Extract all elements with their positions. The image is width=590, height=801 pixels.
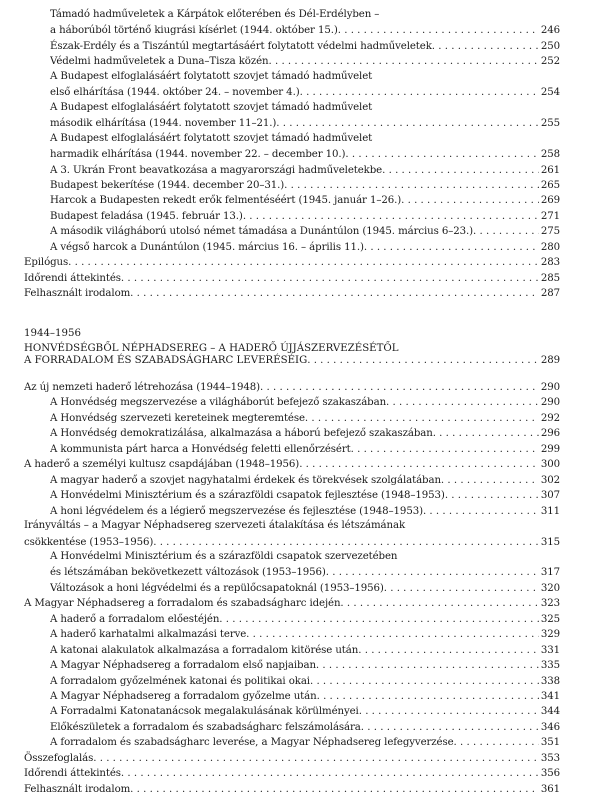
toc-entry — [0, 85, 590, 100]
toc-entry-title: csökkentése (1953–1956) — [24, 536, 154, 548]
dot-leader — [121, 766, 539, 781]
toc-entry — [0, 535, 590, 550]
dot-leader — [243, 209, 539, 224]
toc-entry — [0, 504, 590, 519]
toc-entry — [0, 54, 590, 69]
toc-entry — [0, 163, 590, 178]
toc-entry — [0, 271, 590, 286]
toc-entry — [0, 643, 590, 658]
toc-entry-title: A végső harcok a Dunántúlon (1945. március 16. – április 11.) — [50, 241, 364, 253]
page-number: 280 — [540, 241, 560, 253]
toc-entry — [0, 426, 590, 441]
page-number: 296 — [540, 428, 560, 440]
dot-leader — [130, 782, 539, 797]
page-number: 341 — [540, 691, 560, 702]
toc-entry — [0, 735, 590, 750]
toc-entry — [0, 782, 590, 797]
page-number: 275 — [540, 226, 560, 238]
toc-entry-title: A Honvédség szervezeti kereteinek megteremtése — [50, 412, 305, 424]
page-number: 335 — [540, 660, 560, 672]
dot-leader — [121, 271, 539, 286]
toc-entry — [0, 380, 590, 395]
dot-leader — [317, 689, 539, 704]
page-number: 255 — [540, 118, 560, 130]
dot-leader — [130, 286, 539, 301]
toc-entry — [0, 766, 590, 781]
page-number: 311 — [540, 505, 560, 517]
toc-entry-title: második elhárítása (1944. november 11–21.) — [50, 118, 277, 130]
page-number: 302 — [540, 474, 560, 486]
toc-entry-title: A haderő a forradalom előestéjén — [50, 613, 220, 625]
page-number: 250 — [540, 40, 560, 52]
toc-entry — [0, 581, 590, 596]
toc-entry-title: A Forradalmi Katonatanácsok megalakulásának körülményei — [50, 706, 359, 718]
toc-entry-title: A forradalom győzelmének katonai és politikai okai — [50, 675, 310, 687]
toc-entry — [0, 674, 590, 689]
toc-entry — [0, 147, 590, 162]
toc-entry-title: A kommunista párt harca a Honvédség feletti ellenőrzésért — [50, 443, 351, 455]
page-number: 323 — [540, 598, 560, 610]
toc-entry-title: harmadik elhárítása (1944. november 22. – december 10.) — [50, 149, 346, 161]
page-number: 287 — [540, 288, 560, 300]
toc-entry — [0, 612, 590, 627]
toc-entry-title: Időrendi áttekintés — [24, 272, 121, 284]
toc-entry — [0, 286, 590, 301]
dot-leader — [153, 535, 539, 550]
page-number: 299 — [540, 443, 560, 455]
toc-entry-title: Észak-Erdély és a Tiszántúl megtartásáért folytatott védelmi hadműveletek — [50, 40, 432, 52]
page-number: 252 — [540, 56, 560, 68]
dot-leader — [445, 488, 539, 503]
page-number: 346 — [540, 721, 560, 733]
toc-entry — [0, 704, 590, 719]
toc-entry-title: Budapest bekerítése (1944. december 20–31.) — [50, 179, 285, 191]
page-number: 361 — [540, 783, 560, 795]
toc-entry — [0, 240, 590, 255]
dot-leader — [219, 612, 539, 627]
dot-leader — [386, 395, 539, 410]
part-years: 1944–1956 — [24, 328, 81, 339]
toc-entry-title: A Magyar Néphadsereg a forradalom és szabadságharc idején — [24, 598, 341, 610]
dot-leader — [351, 442, 539, 457]
toc-entry-title: A 3. Ukrán Front beavatkozása a magyarországi hadműveletekbe — [50, 164, 383, 176]
dot-leader — [316, 658, 539, 673]
toc-entry-title: A haderő karhatalmi alkalmazási terve — [50, 629, 247, 641]
toc-entry — [0, 720, 590, 735]
page-number: 258 — [540, 149, 560, 161]
toc-entry — [0, 395, 590, 410]
dot-leader — [454, 735, 539, 750]
dot-leader — [361, 720, 539, 735]
toc-entry — [0, 751, 590, 766]
page-number: 331 — [540, 644, 560, 656]
toc-entry-title-line: A Budapest elfoglalásáért folytatott szovjet támadó hadművelet — [50, 101, 373, 113]
toc-entry-title: első elhárítása (1944. október 24. – november 4.) — [50, 87, 300, 99]
dot-leader — [276, 116, 539, 131]
page-number: 289 — [540, 355, 560, 366]
toc-entry-title: A Magyar Néphadsereg a forradalom első napjaiban — [50, 660, 316, 672]
toc-entry-title: A forradalom és szabadságharc leverése, a Magyar Néphadsereg lefegyverzése — [50, 737, 454, 749]
dot-leader — [359, 704, 539, 719]
toc-entry-title: Előkészületek a forradalom és szabadságharc felszámolására — [50, 721, 361, 733]
toc-entry-title: Felhasznált irodalom — [24, 783, 131, 795]
dot-leader — [338, 23, 539, 38]
part-title-line1: HONVÉDSÉGBŐL NÉPHADSEREG – A HADERŐ ÚJJÁSZERVEZÉSÉTŐL — [24, 343, 399, 354]
page-number: 269 — [540, 195, 560, 207]
toc-entry-title: A Honvédség megszervezése a világháborút befejező szakaszában — [50, 397, 387, 409]
page-number: 271 — [540, 210, 560, 222]
page-number: 356 — [540, 768, 560, 780]
dot-leader — [246, 627, 539, 642]
page-number: 329 — [540, 629, 560, 641]
page-number: 325 — [540, 613, 560, 625]
page-number: 290 — [540, 397, 560, 409]
page-number: 254 — [540, 87, 560, 99]
toc-entry-title: Az új nemzeti haderő létrehozása (1944–1948) — [24, 382, 261, 393]
toc-entry — [0, 255, 590, 270]
toc-entry — [0, 473, 590, 488]
toc-entry — [0, 565, 590, 580]
page-number: 353 — [540, 752, 560, 764]
toc-entry-title: Felhasznált irodalom — [24, 288, 131, 300]
toc-entry-title: Budapest feladása (1945. február 13.) — [50, 210, 243, 222]
toc-entry — [0, 209, 590, 224]
dot-leader — [310, 674, 539, 689]
toc-entry — [0, 689, 590, 704]
toc-entry-title: A katonai alakulatok alkalmazása a forradalom kitörése után — [50, 644, 359, 656]
dot-leader — [269, 54, 539, 69]
page-number: 246 — [540, 25, 560, 37]
page-number: 261 — [540, 164, 560, 176]
toc-entry-title: A haderő a személyi kultusz csapdájában (1948–1956) — [24, 459, 300, 471]
dot-leader — [326, 565, 539, 580]
page-number: 307 — [540, 490, 560, 502]
toc-entry-title: A Magyar Néphadsereg a forradalom győzelme után — [50, 691, 317, 702]
page-number: 320 — [540, 582, 560, 594]
toc-entry — [0, 488, 590, 503]
page-number: 317 — [540, 567, 560, 579]
dot-leader — [423, 504, 539, 519]
page-number: 285 — [540, 272, 560, 284]
dot-leader — [473, 224, 539, 239]
dot-leader — [441, 473, 539, 488]
toc-entry-title-line: A Honvédelmi Minisztérium és a szárazföldi csapatok szervezetében — [50, 550, 398, 562]
dot-leader — [432, 39, 539, 54]
toc-entry — [0, 596, 590, 611]
dot-leader — [93, 751, 539, 766]
toc-entry-title: A magyar haderő a szovjet nagyhatalmi érdekek és törekvések szolgálatában — [50, 474, 441, 486]
toc-entry — [0, 627, 590, 642]
toc-entry — [0, 658, 590, 673]
toc-entry-title: Időrendi áttekintés — [24, 768, 121, 780]
toc-entry — [0, 411, 590, 426]
page-number: 292 — [540, 412, 560, 424]
toc-entry — [0, 39, 590, 54]
part-title-line2: A FORRADALOM ÉS SZABADSÁGHARC LEVERÉSÉIG — [24, 355, 308, 366]
page-number: 315 — [540, 536, 560, 548]
toc-entry-title: A Honvédség demokratizálása, alkalmazása a háború befejező szakaszában — [50, 428, 433, 440]
dot-leader — [307, 353, 539, 368]
page-number: 283 — [540, 257, 560, 269]
toc-entry-title: és létszámában bekövetkezett változások (1953–1956) — [50, 567, 326, 579]
toc-entry-title: Változások a honi légvédelmi és a repülőcsapatoknál (1953–1956) — [50, 582, 384, 594]
dot-leader — [384, 581, 539, 596]
toc-entry-title-line: Támadó hadműveletek a Kárpátok előterében és Dél-Erdélyben – — [50, 9, 380, 20]
toc-entry — [0, 224, 590, 239]
dot-leader — [340, 596, 538, 611]
dot-leader — [433, 426, 539, 441]
toc-entry-title: Összefoglalás — [24, 752, 94, 764]
toc-entry — [0, 442, 590, 457]
dot-leader — [299, 457, 539, 472]
toc-entry — [0, 193, 590, 208]
part-title-entry — [0, 353, 590, 368]
toc-entry-title: A Honvédelmi Minisztérium és a szárazföldi csapatok fejlesztése (1948–1953) — [50, 490, 445, 502]
dot-leader — [305, 411, 539, 426]
dot-leader — [358, 643, 539, 658]
page-number: 351 — [540, 737, 560, 749]
toc-entry — [0, 23, 590, 38]
dot-leader — [364, 240, 539, 255]
page-number: 300 — [540, 459, 560, 471]
page-number: 344 — [540, 706, 560, 718]
toc-entry-title: A második világháború utolsó német támadása a Dunántúlon (1945. március 6–23.) — [50, 226, 474, 238]
toc-entry-title-line: A Budapest elfoglalásáért folytatott szovjet támadó hadművelet — [50, 70, 373, 82]
dot-leader — [401, 193, 539, 208]
dot-leader — [68, 255, 539, 270]
toc-entry-title: A honi légvédelem és a légierő megszervezése és fejlesztése (1948–1953) — [50, 505, 423, 517]
dot-leader — [345, 147, 538, 162]
page-number: 265 — [540, 179, 560, 191]
toc-entry — [0, 178, 590, 193]
page-number: 290 — [540, 382, 560, 393]
dot-leader — [284, 178, 539, 193]
toc-entry — [0, 116, 590, 131]
toc-entry-title: Epilógus — [24, 257, 69, 269]
toc-entry-title: Harcok a Budapesten rekedt erők felmentéséért (1945. január 1–26.) — [50, 195, 402, 207]
toc-entry-title-line: Irányváltás – a Magyar Néphadsereg szervezeti átalakítása és létszámának — [24, 520, 406, 532]
dot-leader — [382, 163, 539, 178]
toc-entry-title: Védelmi hadműveletek a Duna–Tisza közén — [50, 56, 269, 68]
toc-entry — [0, 457, 590, 472]
toc-entry-title: a háborúból történő kiugrási kísérlet (1944. október 15.) — [50, 25, 338, 37]
dot-leader — [260, 380, 539, 395]
dot-leader — [300, 85, 539, 100]
toc-entry-title-line: A Budapest elfoglalásáért folytatott szovjet támadó hadművelet — [50, 132, 373, 144]
page-number: 338 — [540, 675, 560, 687]
